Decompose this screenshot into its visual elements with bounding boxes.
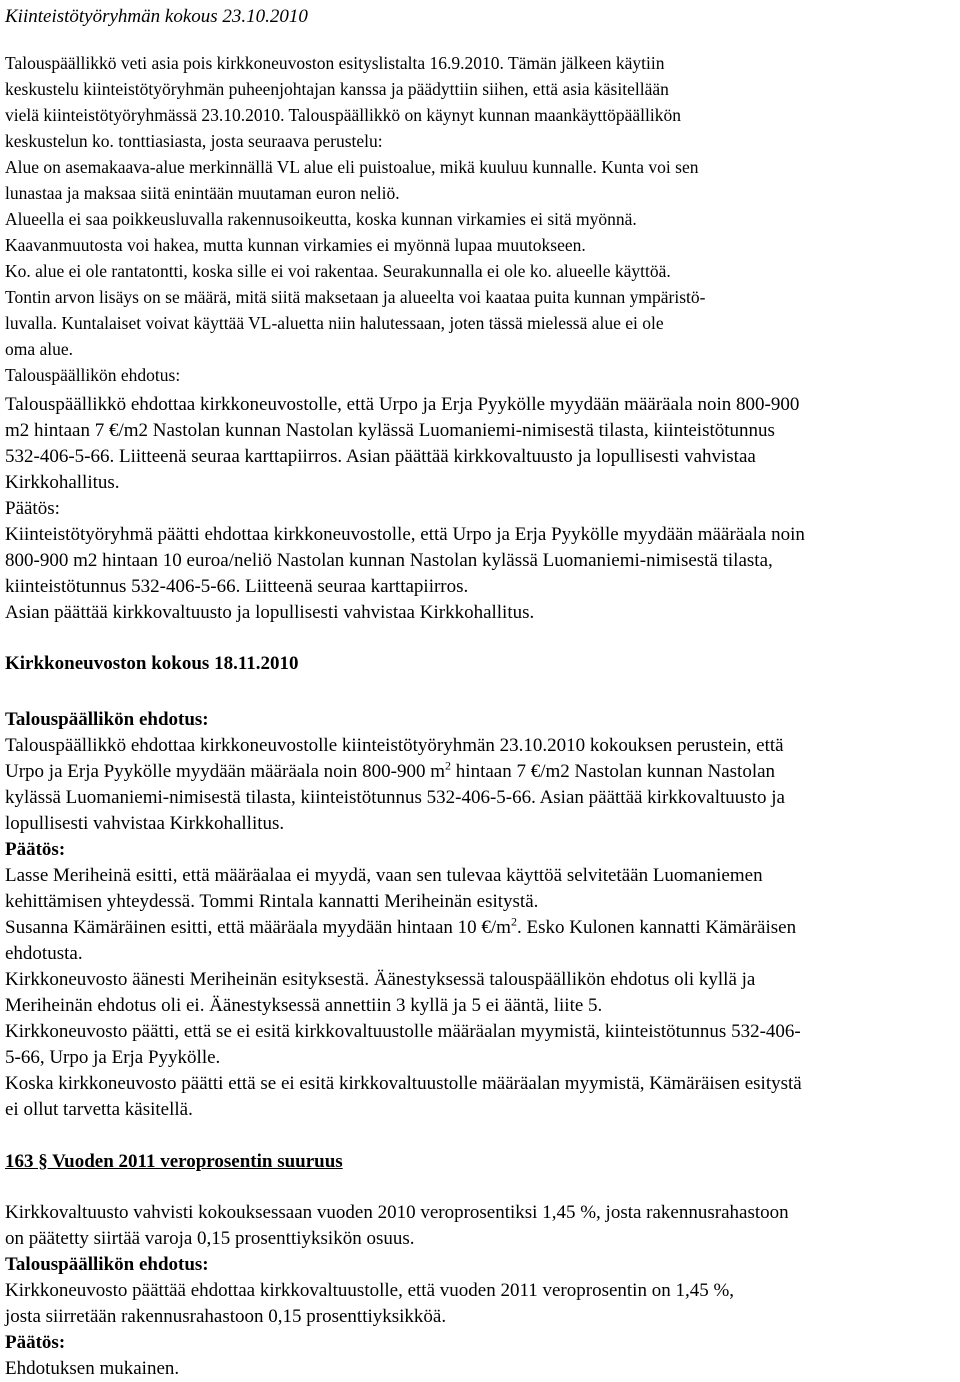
page-title: Kiinteistötyöryhmän kokous 23.10.2010: [5, 6, 308, 27]
paragraph-line: ehdotusta.: [5, 943, 83, 964]
paragraph-line: Kirkkovaltuusto vahvisti kokouksessaan vuoden 2010 veroprosentiksi 1,45 %, josta rakennusrahastoon: [5, 1202, 789, 1223]
paatos-label: Päätös:: [5, 1332, 66, 1353]
text-fragment: . Esko Kulonen kannatti Kämäräisen: [516, 917, 797, 938]
paragraph-line: on päätetty siirtää varoja 0,15 prosenttiyksikön osuus.: [5, 1228, 415, 1249]
superscript: 2: [445, 758, 452, 773]
paragraph-line: Meriheinän ehdotus oli ei. Äänestyksessä annettiin 3 kyllä ja 5 ei ääntä, liite 5.: [5, 995, 603, 1016]
section-heading-veroprosentti: 163 § Vuoden 2011 veroprosentin suuruus: [5, 1151, 343, 1172]
paragraph-line: Talouspäällikkö ehdottaa kirkkoneuvostolle, että Urpo ja Erja Pyykölle myydään määräala noin 800-900: [5, 394, 800, 415]
paragraph-line: Ko. alue ei ole rantatontti, koska sille ei voi rakentaa. Seurakunnalla ei ole ko. alueelle käyttöä.: [5, 261, 671, 281]
section-heading-kirkkoneuvosto: Kirkkoneuvoston kokous 18.11.2010: [5, 653, 299, 674]
text-fragment: Susanna Kämäräinen esitti, että määräala myydään hintaan 10 €/m: [5, 917, 511, 938]
paragraph-line: Kirkkoneuvosto päättää ehdottaa kirkkovaltuustolle, että vuoden 2011 veroprosentin on 1,45 %,: [5, 1280, 735, 1301]
paragraph-line: Asian päättää kirkkovaltuusto ja lopullisesti vahvistaa Kirkkohallitus.: [5, 602, 535, 623]
section-ehdotus-paatos: [5, 392, 955, 626]
paragraph-line: Kirkkoneuvosto äänesti Meriheinän esityksestä. Äänestyksessä talouspäällikön ehdotus oli kyllä ja: [5, 969, 756, 990]
superscript: 2: [510, 914, 517, 929]
paragraph-line: josta siirretään rakennusrahastoon 0,15 prosenttiyksikköä.: [5, 1306, 447, 1327]
section-veroprosentti-text: [5, 1200, 955, 1382]
paragraph-line: Kaavanmuutosta voi hakea, mutta kunnan virkamies ei myönnä lupaa muutokseen.: [5, 235, 586, 255]
paragraph-line: Alueella ei saa poikkeusluvalla rakennusoikeutta, koska kunnan virkamies ei sitä myönnä.: [5, 209, 637, 229]
paragraph-line: ei ollut tarvetta käsitellä.: [5, 1099, 193, 1120]
paragraph-line: kylässä Luomaniemi-nimisestä tilasta, kiinteistötunnus 532-406-5-66. Asian päättää kirkkovaltuusto ja: [5, 787, 785, 808]
paragraph-line: Kirkkohallitus.: [5, 472, 120, 493]
paragraph-line: Tontin arvon lisäys on se määrä, mitä siitä maksetaan ja alueelta voi kaataa puita kunnan ympäristö-: [5, 287, 706, 307]
text-fragment: Urpo ja Erja Pyykölle myydään määräala noin 800-900 m: [5, 761, 446, 782]
paragraph-line: Lasse Meriheinä esitti, että määräalaa ei myydä, vaan sen tulevaa käyttöä selvitetään Luomaniemen: [5, 865, 763, 886]
paragraph-line: 532-406-5-66. Liitteenä seuraa karttapiirros. Asian päättää kirkkovaltuusto ja lopullisesti vahvistaa: [5, 446, 756, 467]
paatos-label: Päätös:: [5, 498, 60, 519]
paragraph-line: Koska kirkkoneuvosto päätti että se ei esitä kirkkovaltuustolle määräalan myymistä, Kämäräisen esitystä: [5, 1073, 802, 1094]
text-fragment: hintaan 7 €/m2 Nastolan kunnan Nastolan: [451, 761, 776, 782]
paragraph-line: lopullisesti vahvistaa Kirkkohallitus.: [5, 813, 285, 834]
paragraph-line: 5-66, Urpo ja Erja Pyykölle.: [5, 1047, 221, 1068]
paragraph-line: Kirkkoneuvosto päätti, että se ei esitä kirkkovaltuustolle määräalan myymistä, kiinteistötunnus 532-406-: [5, 1021, 801, 1042]
paatos-label: Päätös:: [5, 839, 66, 860]
paragraph-line: Talouspäällikkö ehdottaa kirkkoneuvostolle kiinteistötyöryhmän 23.10.2010 kokouksen perustein, että: [5, 735, 784, 756]
paragraph-line: kiinteistötunnus 532-406-5-66. Liitteenä seuraa karttapiirros.: [5, 576, 469, 597]
section-kiinteistotyoryhma-text: [5, 50, 955, 388]
paragraph-line: lunastaa ja maksaa siitä enintään muutaman euron neliö.: [5, 183, 400, 203]
paragraph-line: [5, 759, 955, 785]
ehdotus-label: Talouspäällikön ehdotus:: [5, 709, 209, 730]
paragraph-line: kehittämisen yhteydessä. Tommi Rintala kannatti Meriheinän esitystä.: [5, 891, 539, 912]
paragraph-line: vielä kiinteistötyöryhmässä 23.10.2010. Talouspäällikkö on käynyt kunnan maankäyttöpäällikön: [5, 105, 681, 125]
paragraph-line: Kiinteistötyöryhmä päätti ehdottaa kirkkoneuvostolle, että Urpo ja Erja Pyykölle myydään määräala noin: [5, 524, 805, 545]
paragraph-line: keskustelu kiinteistötyöryhmän puheenjohtajan kanssa ja päädyttiin siihen, että asia käsitellään: [5, 79, 669, 99]
paragraph-line: m2 hintaan 7 €/m2 Nastolan kunnan Nastolan kylässä Luomaniemi-nimisestä tilasta, kiinteistötunnus: [5, 420, 775, 441]
paragraph-line: keskustelun ko. tonttiasiasta, josta seuraava perustelu:: [5, 131, 383, 151]
paragraph-line: 800-900 m2 hintaan 10 euroa/neliö Nastolan kunnan Nastolan kylässä Luomaniemi-nimisestä tilasta,: [5, 550, 773, 571]
paragraph-line: Talouspäällikkö veti asia pois kirkkoneuvoston esityslistalta 16.9.2010. Tämän jälkeen käytiin: [5, 53, 665, 73]
paragraph-line: [5, 915, 955, 941]
ehdotus-label: Talouspäällikön ehdotus:: [5, 365, 181, 385]
paragraph-line: Ehdotuksen mukainen.: [5, 1358, 180, 1379]
paragraph-line: oma alue.: [5, 339, 74, 359]
section-kirkkoneuvosto-text: [5, 707, 955, 1123]
paragraph-line: luvalla. Kuntalaiset voivat käyttää VL-aluetta niin halutessaan, joten tässä mielessä alue ei ole: [5, 313, 664, 333]
paragraph-line: Alue on asemakaava-alue merkinnällä VL alue eli puistoalue, mikä kuuluu kunnalle. Kunta voi sen: [5, 157, 699, 177]
ehdotus-label: Talouspäällikön ehdotus:: [5, 1254, 209, 1275]
